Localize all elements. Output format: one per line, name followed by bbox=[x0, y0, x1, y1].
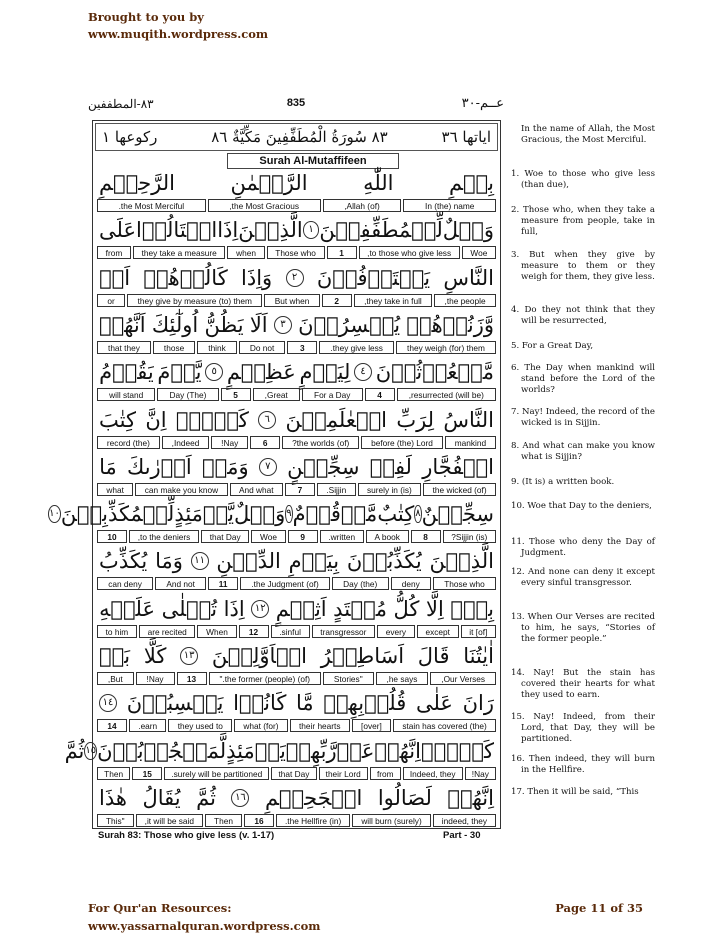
arabic-word: كَلَّاۤ bbox=[175, 407, 249, 432]
word-gloss: it will be said, bbox=[136, 814, 203, 827]
arabic-word: لِّلۡمُطَفِّفِيۡنَ bbox=[319, 218, 443, 243]
word-gloss: he says, bbox=[376, 672, 429, 685]
arabic-line bbox=[99, 309, 494, 341]
word-gloss: Indeed, they bbox=[403, 767, 463, 780]
verse-number: 10 bbox=[97, 530, 127, 543]
verse-number: 15 bbox=[132, 767, 162, 780]
arabic-word: الدِّيۡنِ bbox=[216, 549, 281, 574]
word-gloss: written. bbox=[320, 530, 364, 543]
arabic-word: الرَّحۡمٰنِ bbox=[230, 171, 308, 195]
arabic-word: كَلَّاۤ bbox=[420, 738, 494, 763]
word-gloss: (is) Sijjin? bbox=[443, 530, 496, 543]
word-gloss: Then bbox=[205, 814, 242, 827]
arabic-word: كُلُّ bbox=[393, 596, 420, 621]
word-gloss: "This bbox=[97, 814, 134, 827]
word-gloss: they take a measure bbox=[133, 246, 226, 259]
word-gloss: will stand bbox=[97, 388, 155, 401]
word-gloss: (of) the former (people)." bbox=[209, 672, 321, 685]
arabic-word: كِتٰبٌ bbox=[377, 502, 415, 527]
arabic-word: يَسۡتَوۡفُوۡنَ bbox=[316, 265, 431, 290]
arabic-line bbox=[99, 593, 494, 625]
word-gloss: every bbox=[377, 625, 415, 638]
word-gloss: the Most Merciful. bbox=[97, 199, 206, 212]
quran-page bbox=[49, 96, 504, 858]
word-gloss: When bbox=[197, 625, 236, 638]
arabic-word: يُقَالُ bbox=[142, 785, 181, 810]
verse-number: 14 bbox=[97, 719, 127, 732]
arabic-word: قُلُوۡبِهِمۡ bbox=[323, 691, 407, 716]
arabic-line bbox=[99, 214, 494, 246]
translation-verse: 8. And what can make you know what is Sijjin? bbox=[511, 441, 655, 462]
surah-banner bbox=[95, 123, 498, 151]
verse-end-marker: ٨ bbox=[414, 505, 421, 523]
caption-surah: Surah 83: Those who give less (v. 1-17) bbox=[98, 830, 275, 841]
word-gloss: But when bbox=[264, 294, 319, 307]
arabic-line bbox=[64, 735, 494, 767]
word-gloss: (the) record bbox=[97, 436, 160, 449]
gloss-line bbox=[97, 719, 496, 732]
translation-verse: 14. Nay! But the stain has covered their hearts for what they used to earn. bbox=[511, 668, 655, 700]
arabic-line bbox=[99, 545, 494, 577]
banner-surah-name: ٨٣ سُورَةُ الْمُطَفِّفِينَ مَكِّيَّةٌ ٨٦ bbox=[211, 128, 388, 146]
arabic-word: عَلَيۡهِ bbox=[99, 596, 156, 621]
word-gloss: (for) what bbox=[234, 719, 288, 732]
word-gloss: Great, bbox=[253, 388, 300, 401]
arabic-line bbox=[99, 262, 494, 294]
arabic-word: اكۡتَالُوۡا bbox=[136, 218, 218, 243]
arabic-word: رَّبِّهِمۡ bbox=[285, 738, 337, 763]
brand-line-1: Brought to you by bbox=[88, 10, 204, 24]
verse-number: 4 bbox=[365, 388, 395, 401]
arabic-word: الۡعٰلَمِيۡنَ bbox=[285, 407, 387, 432]
arabic-word: اِلَّا bbox=[425, 596, 444, 621]
word-gloss: transgressor bbox=[312, 625, 376, 638]
word-gloss: they give by measure (to) them bbox=[127, 294, 262, 307]
verse-number: 5 bbox=[221, 388, 251, 401]
arabic-word: بِهٖۤ bbox=[450, 596, 494, 621]
arabic-word: الۡفُجَّارِ bbox=[422, 454, 494, 479]
arabic-word: يُخۡسِرُوۡنَ bbox=[298, 312, 401, 337]
word-gloss: (the) stain has covered bbox=[393, 719, 496, 732]
word-gloss: that they bbox=[97, 341, 151, 354]
header-surah-ref: ٨٣-المطففين bbox=[88, 97, 154, 111]
arabic-word: الۡجَحِيۡمِ bbox=[264, 785, 363, 810]
word-gloss: they used to bbox=[168, 719, 232, 732]
word-gloss: "Stories bbox=[323, 672, 374, 685]
verse-number: 11 bbox=[208, 577, 238, 590]
word-gloss: those bbox=[153, 341, 195, 354]
word-gloss: For a Day bbox=[302, 388, 363, 401]
word-gloss: their Lord bbox=[319, 767, 368, 780]
verse-end-marker: ٧ bbox=[259, 458, 277, 476]
word-gloss: And what bbox=[230, 483, 283, 496]
word-gloss: (will be) resurrected, bbox=[397, 388, 496, 401]
word-gloss: Our Verses, bbox=[430, 672, 496, 685]
verse-number: 12 bbox=[239, 625, 269, 638]
word-gloss: (of) Allah, bbox=[323, 199, 402, 212]
word-gloss: A book bbox=[366, 530, 409, 543]
gloss-line bbox=[97, 577, 496, 590]
arabic-word: يَّوۡمَ bbox=[157, 360, 202, 385]
verse-frame bbox=[49, 120, 501, 829]
word-gloss: (the) Day bbox=[332, 577, 389, 590]
gloss-line bbox=[97, 388, 496, 401]
arabic-word: وَيۡلٌ bbox=[233, 502, 286, 527]
arabic-line bbox=[99, 404, 494, 436]
arabic-word: اِذَا bbox=[217, 218, 239, 243]
word-gloss: think bbox=[197, 341, 237, 354]
word-gloss: [over] bbox=[352, 719, 391, 732]
arabic-word: اِذَا bbox=[223, 596, 245, 621]
arabic-word: كَلَّا bbox=[143, 644, 167, 668]
verse-end-marker: ١٥ bbox=[84, 742, 97, 760]
word-gloss: they weigh (for) them bbox=[396, 341, 496, 354]
word-gloss: that Day bbox=[271, 767, 316, 780]
translation-verse: 13. When Our Verses are recited to him, he says, “Stories of the former people.” bbox=[511, 612, 655, 644]
verse-number: 16 bbox=[244, 814, 274, 827]
arabic-word: مَّبۡعُوۡثُوۡنَ bbox=[375, 360, 494, 385]
gloss-line bbox=[97, 814, 496, 827]
word-gloss: Then bbox=[97, 767, 130, 780]
arabic-word: هٰذَا bbox=[99, 785, 127, 810]
arabic-line bbox=[99, 167, 494, 199]
word-gloss: to those who give less, bbox=[359, 246, 460, 259]
arabic-word: اُولٰٓئِكَ bbox=[151, 312, 199, 337]
arabic-word: بَلۡ bbox=[99, 644, 131, 668]
word-gloss: indeed, they bbox=[433, 814, 496, 827]
translation-verse: 9. (It is) a written book. bbox=[511, 477, 615, 487]
arabic-word: اِنَّهُمۡ bbox=[447, 785, 494, 810]
arabic-word: عَنۡ bbox=[336, 738, 375, 763]
word-gloss: they give less. bbox=[319, 341, 394, 354]
word-gloss: (The) Day bbox=[157, 388, 218, 401]
word-gloss: In (the) name bbox=[403, 199, 496, 212]
word-gloss: or bbox=[97, 294, 125, 307]
arabic-word: اٰيٰتُنَا bbox=[463, 644, 494, 668]
banner-ayat-count: ایاتها ٣٦ bbox=[441, 128, 491, 146]
gloss-line bbox=[97, 672, 496, 685]
verse-end-marker: ٤ bbox=[354, 363, 372, 381]
verse-number: 13 bbox=[177, 672, 207, 685]
header-juz-ref: عــم-٣٠ bbox=[461, 96, 504, 111]
arabic-word: النَّاسِ bbox=[443, 265, 494, 290]
arabic-word: الَّذِيۡنَ bbox=[238, 218, 303, 243]
arabic-word: اَوۡ bbox=[99, 265, 131, 290]
translation-verse: 11. Those who deny the Day of Judgment. bbox=[511, 537, 655, 558]
footer bbox=[88, 899, 643, 935]
arabic-word: النَّاسُ bbox=[443, 407, 494, 432]
arabic-word: وَمَاۤ bbox=[202, 454, 249, 479]
word-gloss: Nay! bbox=[211, 436, 248, 449]
arabic-line bbox=[99, 687, 494, 719]
arabic-word: اَلَا bbox=[249, 312, 268, 337]
arabic-word: يَّوۡمَئِذٍ bbox=[174, 502, 234, 527]
arabic-word: يَوۡمَئِذٍ bbox=[226, 738, 286, 763]
translation-verse: 2. Those who, when they take a measure from people, take in full, bbox=[511, 205, 655, 237]
translation-verse: In the name of Allah, the Most Gracious, the Most Merciful. bbox=[521, 124, 655, 145]
banner-ruku: رکوعها ١ bbox=[102, 128, 158, 146]
translation-verse: 15. Nay! Indeed, from their Lord, that Day, they will be partitioned. bbox=[511, 712, 655, 744]
verse-number: 3 bbox=[287, 341, 317, 354]
arabic-word: عَلَى bbox=[99, 218, 136, 243]
arabic-word: مَّا bbox=[296, 691, 314, 716]
translation-verse: 1. Woe to those who give less (than due), bbox=[511, 169, 655, 190]
verse-end-marker: ٣ bbox=[274, 316, 292, 334]
word-gloss: deny bbox=[391, 577, 431, 590]
verse-number: 6 bbox=[250, 436, 280, 449]
arabic-word: بِسۡمِ bbox=[448, 171, 494, 195]
word-gloss: to the deniers, bbox=[129, 530, 199, 543]
translation-verse: 16. Then indeed, they will burn in the Hellfire. bbox=[511, 754, 655, 775]
translation-verse: 5. For a Great Day, bbox=[511, 341, 594, 351]
word-gloss: And not bbox=[155, 577, 206, 590]
word-gloss: (of) the Judgment. bbox=[240, 577, 330, 590]
word-gloss: Woe bbox=[251, 530, 285, 543]
page-header bbox=[88, 96, 504, 112]
word-gloss: except bbox=[417, 625, 459, 638]
arabic-word: لِّلۡمُكَذِّبِيۡنَ bbox=[60, 502, 175, 527]
arabic-word: يُكَذِّبُوۡنَ bbox=[346, 549, 422, 574]
caption-part: Part - 30 bbox=[443, 830, 481, 841]
word-gloss: their hearts bbox=[290, 719, 350, 732]
header-page-number: 835 bbox=[286, 97, 306, 109]
arabic-word: لَفِىۡ bbox=[369, 454, 412, 479]
arabic-word: سِجِّيۡنٍ bbox=[287, 454, 360, 479]
verse-number: 8 bbox=[411, 530, 441, 543]
arabic-word: سِجِّيۡنٌ bbox=[421, 502, 494, 527]
arabic-word: يَقُوۡمُ bbox=[99, 360, 154, 385]
arabic-word: عَلٰى bbox=[415, 691, 453, 716]
arabic-word: اَسَاطِيۡرُ bbox=[320, 644, 405, 668]
verse-number: 9 bbox=[288, 530, 318, 543]
verse-end-marker: ٢ bbox=[286, 269, 304, 287]
word-gloss: Nay! bbox=[465, 767, 496, 780]
arabic-word: مَا bbox=[99, 454, 117, 479]
arabic-word: مَّرۡقُوۡمٌ bbox=[292, 502, 378, 527]
verse-end-marker: ٥ bbox=[205, 363, 223, 381]
arabic-word: لِرَبِّ bbox=[396, 407, 435, 432]
brand-link[interactable]: www.muqith.wordpress.com bbox=[88, 27, 269, 41]
verse-end-marker: ١٤ bbox=[99, 694, 117, 712]
translation-verse: 7. Nay! Indeed, the record of the wicked is in Sijjin. bbox=[511, 407, 655, 428]
arabic-word: يَكۡسِبُوۡنَ bbox=[126, 691, 224, 716]
word-gloss: Indeed, bbox=[162, 436, 210, 449]
arabic-word: ثُمَّ bbox=[196, 785, 216, 810]
word-gloss: to him bbox=[97, 625, 137, 638]
arabic-word: وَّزَنُوۡهُمۡ bbox=[406, 312, 494, 337]
arabic-line bbox=[99, 782, 494, 814]
word-gloss: are recited bbox=[139, 625, 196, 638]
word-gloss: (surely) will burn bbox=[352, 814, 430, 827]
arabic-word: اَنَّهُمۡ bbox=[99, 312, 146, 337]
arabic-word: الۡاَوَّلِيۡنَ bbox=[211, 644, 307, 668]
arabic-word: لِيَوۡمٍ bbox=[299, 360, 351, 385]
gloss-line bbox=[97, 341, 496, 354]
arabic-line bbox=[99, 640, 494, 672]
verse-end-marker: ١٠ bbox=[48, 505, 61, 523]
verse-end-marker: ٦ bbox=[258, 411, 276, 429]
arabic-line bbox=[99, 356, 494, 388]
arabic-word: ثُمَّ bbox=[64, 738, 85, 763]
footer-label: For Qur'an Resources: bbox=[88, 901, 232, 915]
word-gloss: (is) surely in bbox=[358, 483, 422, 496]
word-gloss: from bbox=[97, 246, 131, 259]
word-gloss: Woe bbox=[462, 246, 496, 259]
verse-number: 2 bbox=[322, 294, 352, 307]
word-gloss: Do not bbox=[239, 341, 286, 354]
arabic-word: الَّذِيۡنَ bbox=[429, 549, 494, 574]
translation-verse: 12. And none can deny it except every sinful transgressor. bbox=[511, 567, 655, 588]
verse-end-marker: ١ bbox=[303, 221, 320, 239]
word-gloss: that Day bbox=[201, 530, 249, 543]
word-gloss: (of) the wicked bbox=[423, 483, 496, 496]
translation-verse: 6. The Day when mankind will stand before the Lord of the worlds? bbox=[511, 363, 655, 395]
verse-end-marker: ١٦ bbox=[231, 789, 249, 807]
verse-end-marker: ١١ bbox=[191, 552, 209, 570]
arabic-word: اللّٰهِ bbox=[363, 171, 394, 195]
word-gloss: But, bbox=[97, 672, 134, 685]
verse-number: 7 bbox=[285, 483, 315, 496]
arabic-word: تُتۡلٰى bbox=[161, 596, 218, 621]
translation-verse: 3. But when they give by measure to them or they weigh for them, they give less. bbox=[511, 250, 655, 282]
gloss-line bbox=[97, 530, 496, 543]
surah-title: Surah Al-Mutaffifeen bbox=[227, 153, 399, 169]
word-gloss: what bbox=[97, 483, 133, 496]
arabic-word: وَمَا bbox=[155, 549, 183, 574]
arabic-word: اَثِيۡمٍ bbox=[275, 596, 327, 621]
arabic-word: يَظُنُّ bbox=[204, 312, 244, 337]
word-gloss: can make you know bbox=[135, 483, 227, 496]
verse-end-marker: ١٢ bbox=[251, 600, 269, 618]
word-gloss: Nay! bbox=[136, 672, 175, 685]
page-indicator: Page 11 of 35 bbox=[555, 901, 643, 915]
arabic-word: وَيۡلٌ bbox=[442, 218, 494, 243]
gloss-line bbox=[97, 199, 496, 212]
word-gloss: [of] it bbox=[461, 625, 496, 638]
word-gloss: mankind bbox=[445, 436, 496, 449]
arabic-word: وَاِذَا bbox=[241, 265, 273, 290]
arabic-word: اِنَّ bbox=[145, 407, 167, 432]
arabic-word: لَّمَحۡجُوۡبُوۡنَ bbox=[97, 738, 227, 763]
word-gloss: from bbox=[370, 767, 401, 780]
arabic-line bbox=[49, 498, 494, 530]
word-gloss: the people, bbox=[434, 294, 496, 307]
footer-link[interactable]: www.yassarnalquran.wordpress.com bbox=[88, 919, 321, 933]
arabic-word: اِنَّهُمۡ bbox=[374, 738, 421, 763]
verse-number: 1 bbox=[327, 246, 357, 259]
brand-credit bbox=[88, 9, 268, 43]
word-gloss: can deny bbox=[97, 577, 153, 590]
arabic-word: بِيَوۡمِ bbox=[288, 549, 340, 574]
translation-verse: 17. Then it will be said, “This bbox=[511, 787, 639, 797]
verse-end-marker: ٩ bbox=[285, 505, 292, 523]
gloss-line bbox=[97, 625, 496, 638]
arabic-line bbox=[99, 451, 494, 483]
arabic-word: رَانَ bbox=[462, 691, 494, 716]
word-gloss: they take in full, bbox=[354, 294, 432, 307]
translation-verse: 10. Woe that Day to the deniers, bbox=[511, 501, 652, 511]
verse-end-marker: ١٣ bbox=[180, 647, 198, 665]
arabic-word: عَظِيۡمٍ bbox=[226, 360, 296, 385]
word-gloss: sinful. bbox=[271, 625, 310, 638]
word-gloss: surely will be partitioned. bbox=[164, 767, 269, 780]
word-gloss: earn. bbox=[129, 719, 166, 732]
word-gloss: Those who bbox=[267, 246, 325, 259]
arabic-word: كَالُوۡهُمۡ bbox=[143, 265, 228, 290]
translation-verse: 4. Do they not think that they will be resurrected, bbox=[511, 305, 655, 326]
arabic-word: يُكَذِّبُ bbox=[99, 549, 148, 574]
gloss-line bbox=[97, 436, 496, 449]
arabic-word: مُعۡتَدٍ bbox=[333, 596, 387, 621]
gloss-line bbox=[97, 294, 496, 307]
word-gloss: (in) the Hellfire. bbox=[276, 814, 350, 827]
word-gloss: (of) the worlds? bbox=[282, 436, 359, 449]
gloss-line bbox=[97, 246, 496, 259]
arabic-word: اَدۡرٰٮكَ bbox=[127, 454, 192, 479]
gloss-line bbox=[97, 767, 496, 780]
page-caption bbox=[98, 830, 498, 841]
word-gloss: when bbox=[227, 246, 264, 259]
gloss-line bbox=[97, 483, 496, 496]
word-gloss: Sijjin. bbox=[317, 483, 356, 496]
arabic-word: كِتٰبَ bbox=[99, 407, 137, 432]
arabic-word: لَصَالُوا bbox=[377, 785, 432, 810]
arabic-word: الرَّحِيۡمِ bbox=[99, 171, 175, 195]
word-gloss: the Most Gracious, bbox=[208, 199, 321, 212]
arabic-word: قَالَ bbox=[417, 644, 450, 668]
arabic-word: كَانُوۡا bbox=[233, 691, 287, 716]
word-gloss: Those who bbox=[433, 577, 496, 590]
word-gloss: before (the) Lord bbox=[361, 436, 443, 449]
